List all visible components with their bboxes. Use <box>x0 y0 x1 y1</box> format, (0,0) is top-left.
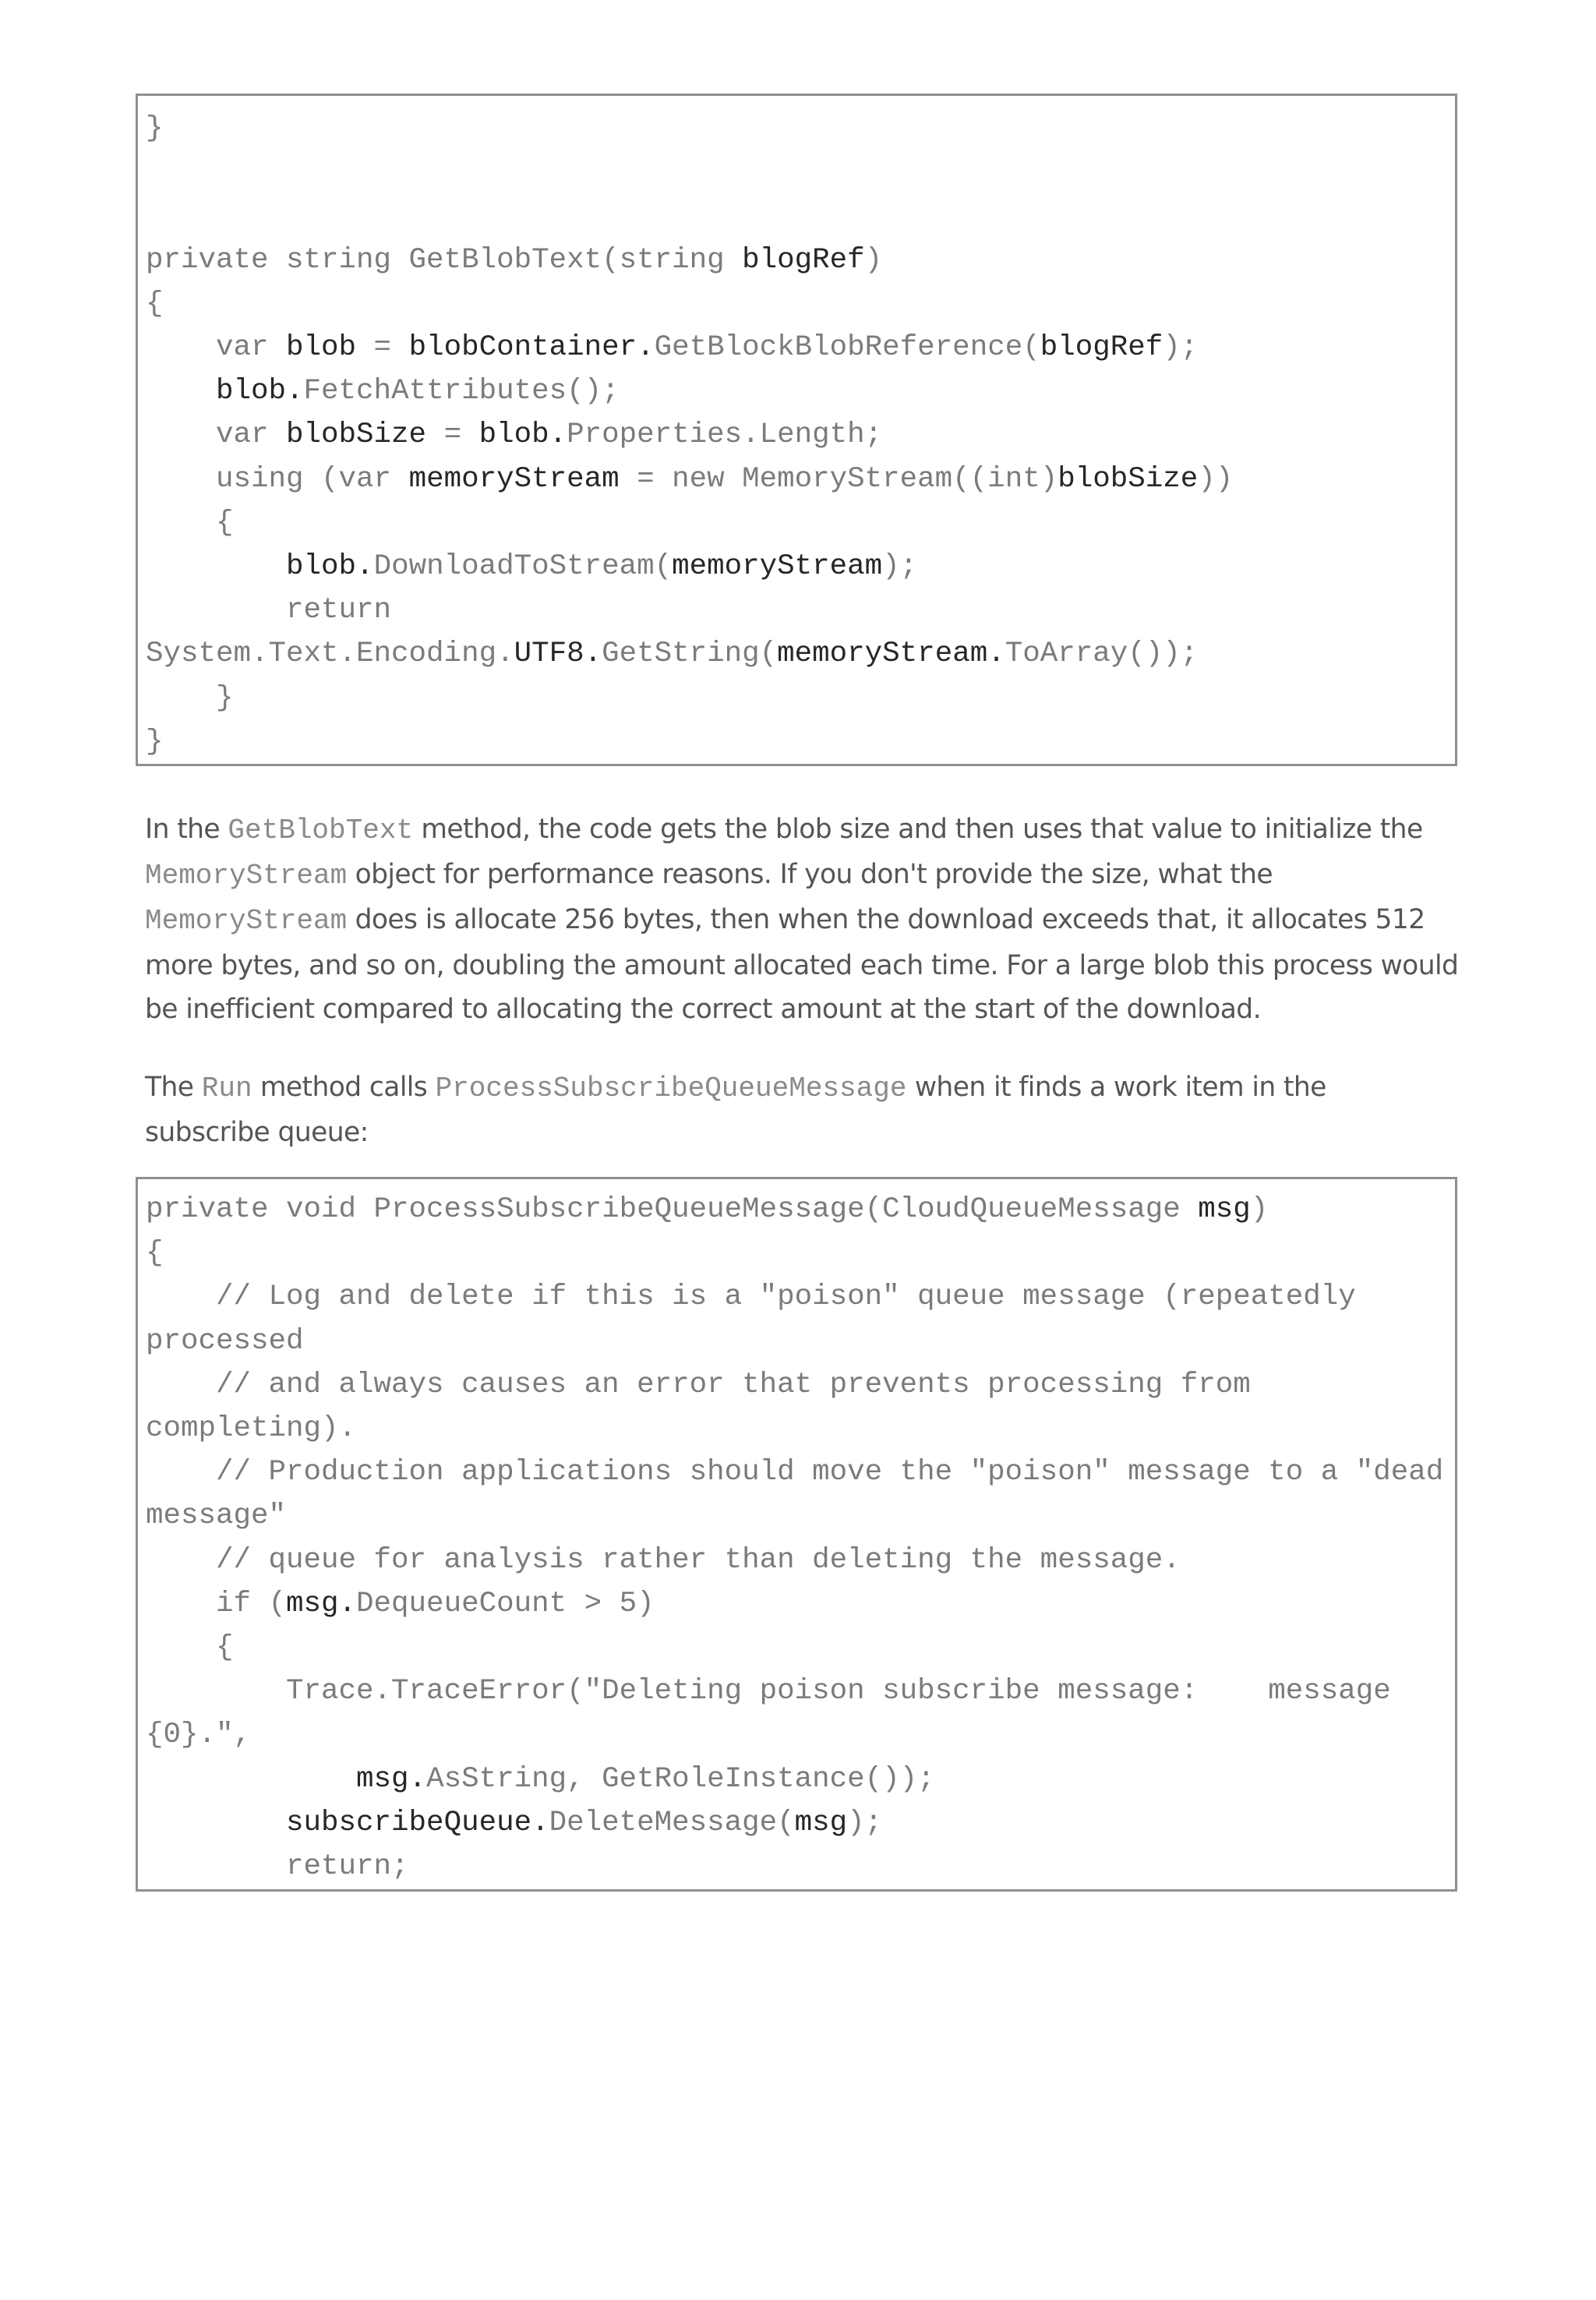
paragraph-get-blob-text-explanation <box>145 807 1470 1031</box>
inline-code: ProcessSubscribeQueueMessage <box>435 1072 907 1104</box>
code-line <box>146 331 1198 364</box>
code-token: = <box>356 331 409 365</box>
code-line <box>146 419 882 451</box>
code-token: processed <box>146 1324 304 1358</box>
code-token: // and always causes an error that prevents processing from <box>146 1368 1251 1401</box>
code-token: ToArray()); <box>1005 638 1199 671</box>
code-token: ); <box>847 1806 883 1839</box>
code-identifier: UTF8. <box>514 638 602 671</box>
code-identifier: memoryStream. <box>777 638 1005 671</box>
code-identifier: blobContainer. <box>408 331 655 365</box>
code-token: } <box>146 112 164 145</box>
code-identifier: blobSize <box>286 419 427 452</box>
code-token: { <box>146 287 164 320</box>
code-identifier: blob. <box>286 550 374 584</box>
code-line <box>146 375 620 408</box>
code-identifier: msg. <box>286 1587 357 1620</box>
code-line <box>146 726 164 758</box>
code-token: completing). <box>146 1412 357 1446</box>
code-identifier: subscribeQueue. <box>286 1806 549 1839</box>
inline-code: MemoryStream <box>145 860 348 892</box>
code-token: private string GetBlobText(string <box>146 243 743 277</box>
code-token: return <box>146 594 392 627</box>
code-identifier: msg <box>794 1806 848 1839</box>
code-identifier: blob. <box>478 419 567 452</box>
code-line <box>146 1850 409 1883</box>
text-run: The <box>145 1072 202 1103</box>
code-line <box>146 288 164 320</box>
code-token: {0}.", <box>146 1719 252 1752</box>
code-text <box>146 107 1233 764</box>
code-token: { <box>146 1237 164 1270</box>
code-line <box>146 507 234 539</box>
code-block-get-blob-text <box>136 94 1457 766</box>
code-token: System.Text.Encoding. <box>146 638 514 671</box>
code-line <box>146 1807 882 1839</box>
code-identifier: memoryStream <box>672 550 883 584</box>
code-line <box>146 638 1198 670</box>
code-text <box>146 1188 1443 1888</box>
code-token: message" <box>146 1500 287 1533</box>
code-token: GetString( <box>602 638 778 671</box>
code-token: // queue for analysis rather than deleting the message. <box>146 1543 1181 1577</box>
code-token: ) <box>864 243 883 277</box>
text-run: subscribe queue: <box>145 1117 369 1149</box>
code-token: var <box>146 331 287 365</box>
code-token: { <box>146 1631 234 1665</box>
code-identifier: blogRef <box>742 243 865 277</box>
code-line <box>146 1412 356 1445</box>
code-token: = new MemoryStream((int) <box>619 462 1058 496</box>
inline-code: Run <box>201 1072 252 1104</box>
code-token: ) <box>1250 1193 1269 1226</box>
code-block-process-subscribe-queue-message <box>136 1177 1457 1892</box>
text-run: method, the code gets the blob size and then uses that value to initialize the <box>413 814 1423 845</box>
text-run: object for performance reasons. If you don't provide the size, what the <box>347 859 1273 891</box>
code-token: var <box>146 419 287 452</box>
code-line <box>146 112 164 145</box>
code-token: { <box>146 506 234 539</box>
code-token: DeleteMessage( <box>549 1806 795 1839</box>
code-line <box>146 1456 1443 1489</box>
text-run: more bytes, and so on, doubling the amount allocated each time. For a large blob this process would <box>145 949 1459 981</box>
code-token: ); <box>882 550 918 584</box>
code-token <box>146 1807 286 1839</box>
code-token <box>146 375 216 408</box>
code-line <box>146 244 882 277</box>
code-identifier: blob <box>286 331 357 365</box>
code-line <box>146 463 1233 496</box>
code-line <box>146 1544 1181 1577</box>
code-token: if ( <box>146 1587 287 1620</box>
code-line <box>146 550 917 583</box>
code-token <box>146 1763 356 1796</box>
code-token: DequeueCount > 5) <box>356 1587 655 1620</box>
code-token: ); <box>1163 331 1199 365</box>
text-run: method calls <box>252 1072 436 1103</box>
text-run: In the <box>145 814 228 845</box>
code-line <box>146 682 234 715</box>
code-token <box>146 550 286 583</box>
code-token: return; <box>146 1850 409 1884</box>
code-token: AsString, GetRoleInstance()); <box>426 1762 935 1796</box>
code-token: )) <box>1198 462 1234 496</box>
code-line <box>146 1500 286 1532</box>
code-identifier: blob. <box>216 375 304 408</box>
code-line <box>146 1237 164 1270</box>
code-identifier: blogRef <box>1040 331 1163 365</box>
code-token: // Log and delete if this is a "poison" queue message (repeatedly <box>146 1281 1356 1314</box>
paragraph-run-method-intro <box>145 1065 1470 1154</box>
text-run: when it finds a work item in the <box>906 1072 1326 1103</box>
code-identifier: msg. <box>356 1762 427 1796</box>
text-run: does is allocate 256 bytes, then when the download exceeds that, it allocates 512 <box>347 904 1425 936</box>
code-line <box>146 594 391 627</box>
code-identifier: blobSize <box>1058 462 1199 496</box>
code-token: } <box>146 725 164 758</box>
code-token: = <box>426 419 479 452</box>
code-line <box>146 1675 1391 1708</box>
code-token: using (var <box>146 462 409 496</box>
code-line <box>146 1193 1268 1226</box>
code-token: } <box>146 681 234 715</box>
code-token: DownloadToStream( <box>373 550 673 584</box>
code-token: // Production applications should move the "poison" message to a "dead <box>146 1456 1444 1489</box>
code-token: GetBlockBlobReference( <box>654 331 1040 365</box>
code-line <box>146 1719 251 1751</box>
code-token: FetchAttributes(); <box>303 375 620 408</box>
code-token: private void ProcessSubscribeQueueMessage(CloudQueueMessage <box>146 1193 1199 1226</box>
inline-code: GetBlobText <box>228 814 414 846</box>
code-line <box>146 1369 1251 1401</box>
code-identifier: msg <box>1198 1193 1251 1226</box>
code-line <box>146 1763 935 1796</box>
code-identifier: memoryStream <box>408 462 620 496</box>
code-line <box>146 1588 655 1620</box>
code-token: Trace.TraceError("Deleting poison subscribe message: message <box>146 1675 1391 1708</box>
code-line <box>146 1281 1356 1313</box>
inline-code: MemoryStream <box>145 905 348 938</box>
code-token: Properties.Length; <box>567 419 883 452</box>
text-run: be inefficient compared to allocating the correct amount at the start of the download. <box>145 993 1261 1025</box>
code-line <box>146 1325 304 1358</box>
code-line <box>146 1631 234 1664</box>
